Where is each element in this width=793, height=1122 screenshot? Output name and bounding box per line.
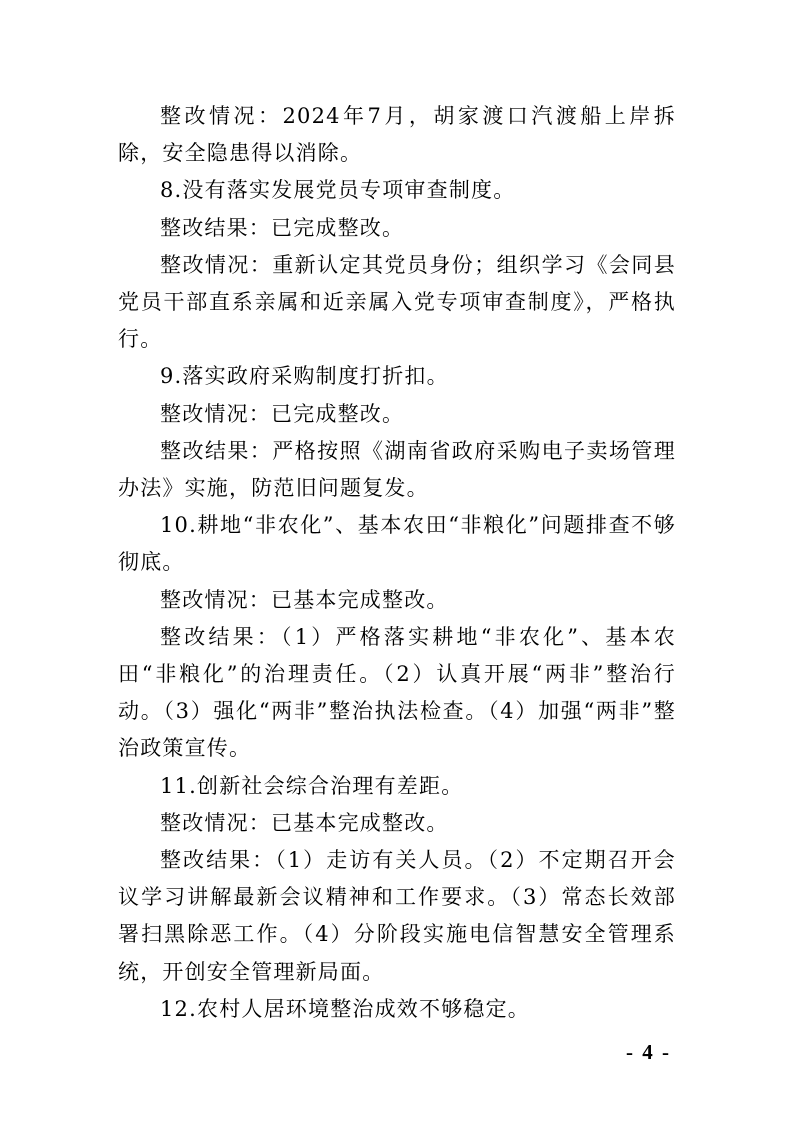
section-heading: 8.没有落实发展党员专项审查制度。 — [160, 178, 516, 203]
paragraph: 整改情况：重新认定其党员身份；组织学习《会同县党员干部直系亲属和近亲属入党专项审查制度》，严格执行。 — [118, 252, 676, 352]
section-heading: 9.落实政府采购制度打折扣。 — [160, 364, 449, 389]
document-body — [118, 98, 676, 1028]
paragraph: 整改情况：已基本完成整改。 — [160, 810, 449, 835]
paragraph: 整改结果：（1）走访有关人员。（2）不定期召开会议学习讲解最新会议精神和工作要求。（3）常态长效部署扫黑除恶工作。（4）分阶段实施电信智慧安全管理系统，开创安全管理新局面。 — [118, 848, 676, 984]
page-number: - 4 - — [626, 1040, 671, 1064]
paragraph: 整改结果：已完成整改。 — [160, 215, 405, 240]
paragraph: 整改结果：（1）严格落实耕地“非农化”、基本农田“非粮化”的治理责任。（2）认真开展“两非”整治行动。（3）强化“两非”整治执法检查。（4）加强“两非”整治政策宣传。 — [118, 624, 676, 761]
section-heading: 11.创新社会综合治理有差距。 — [160, 773, 464, 798]
paragraph: 整改情况：已完成整改。 — [160, 401, 405, 426]
paragraph: 整改情况：已基本完成整改。 — [160, 587, 449, 612]
section-heading: 10.耕地“非农化”、基本农田“非粮化”问题排查不够彻底。 — [118, 513, 676, 575]
section-heading: 12.农村人居环境整治成效不够稳定。 — [160, 996, 530, 1021]
paragraph: 整改情况：2024年7月，胡家渡口汽渡船上岸拆除，安全隐患得以消除。 — [118, 104, 676, 166]
paragraph: 整改结果：严格按照《湖南省政府采购电子卖场管理办法》实施，防范旧问题复发。 — [118, 438, 676, 501]
